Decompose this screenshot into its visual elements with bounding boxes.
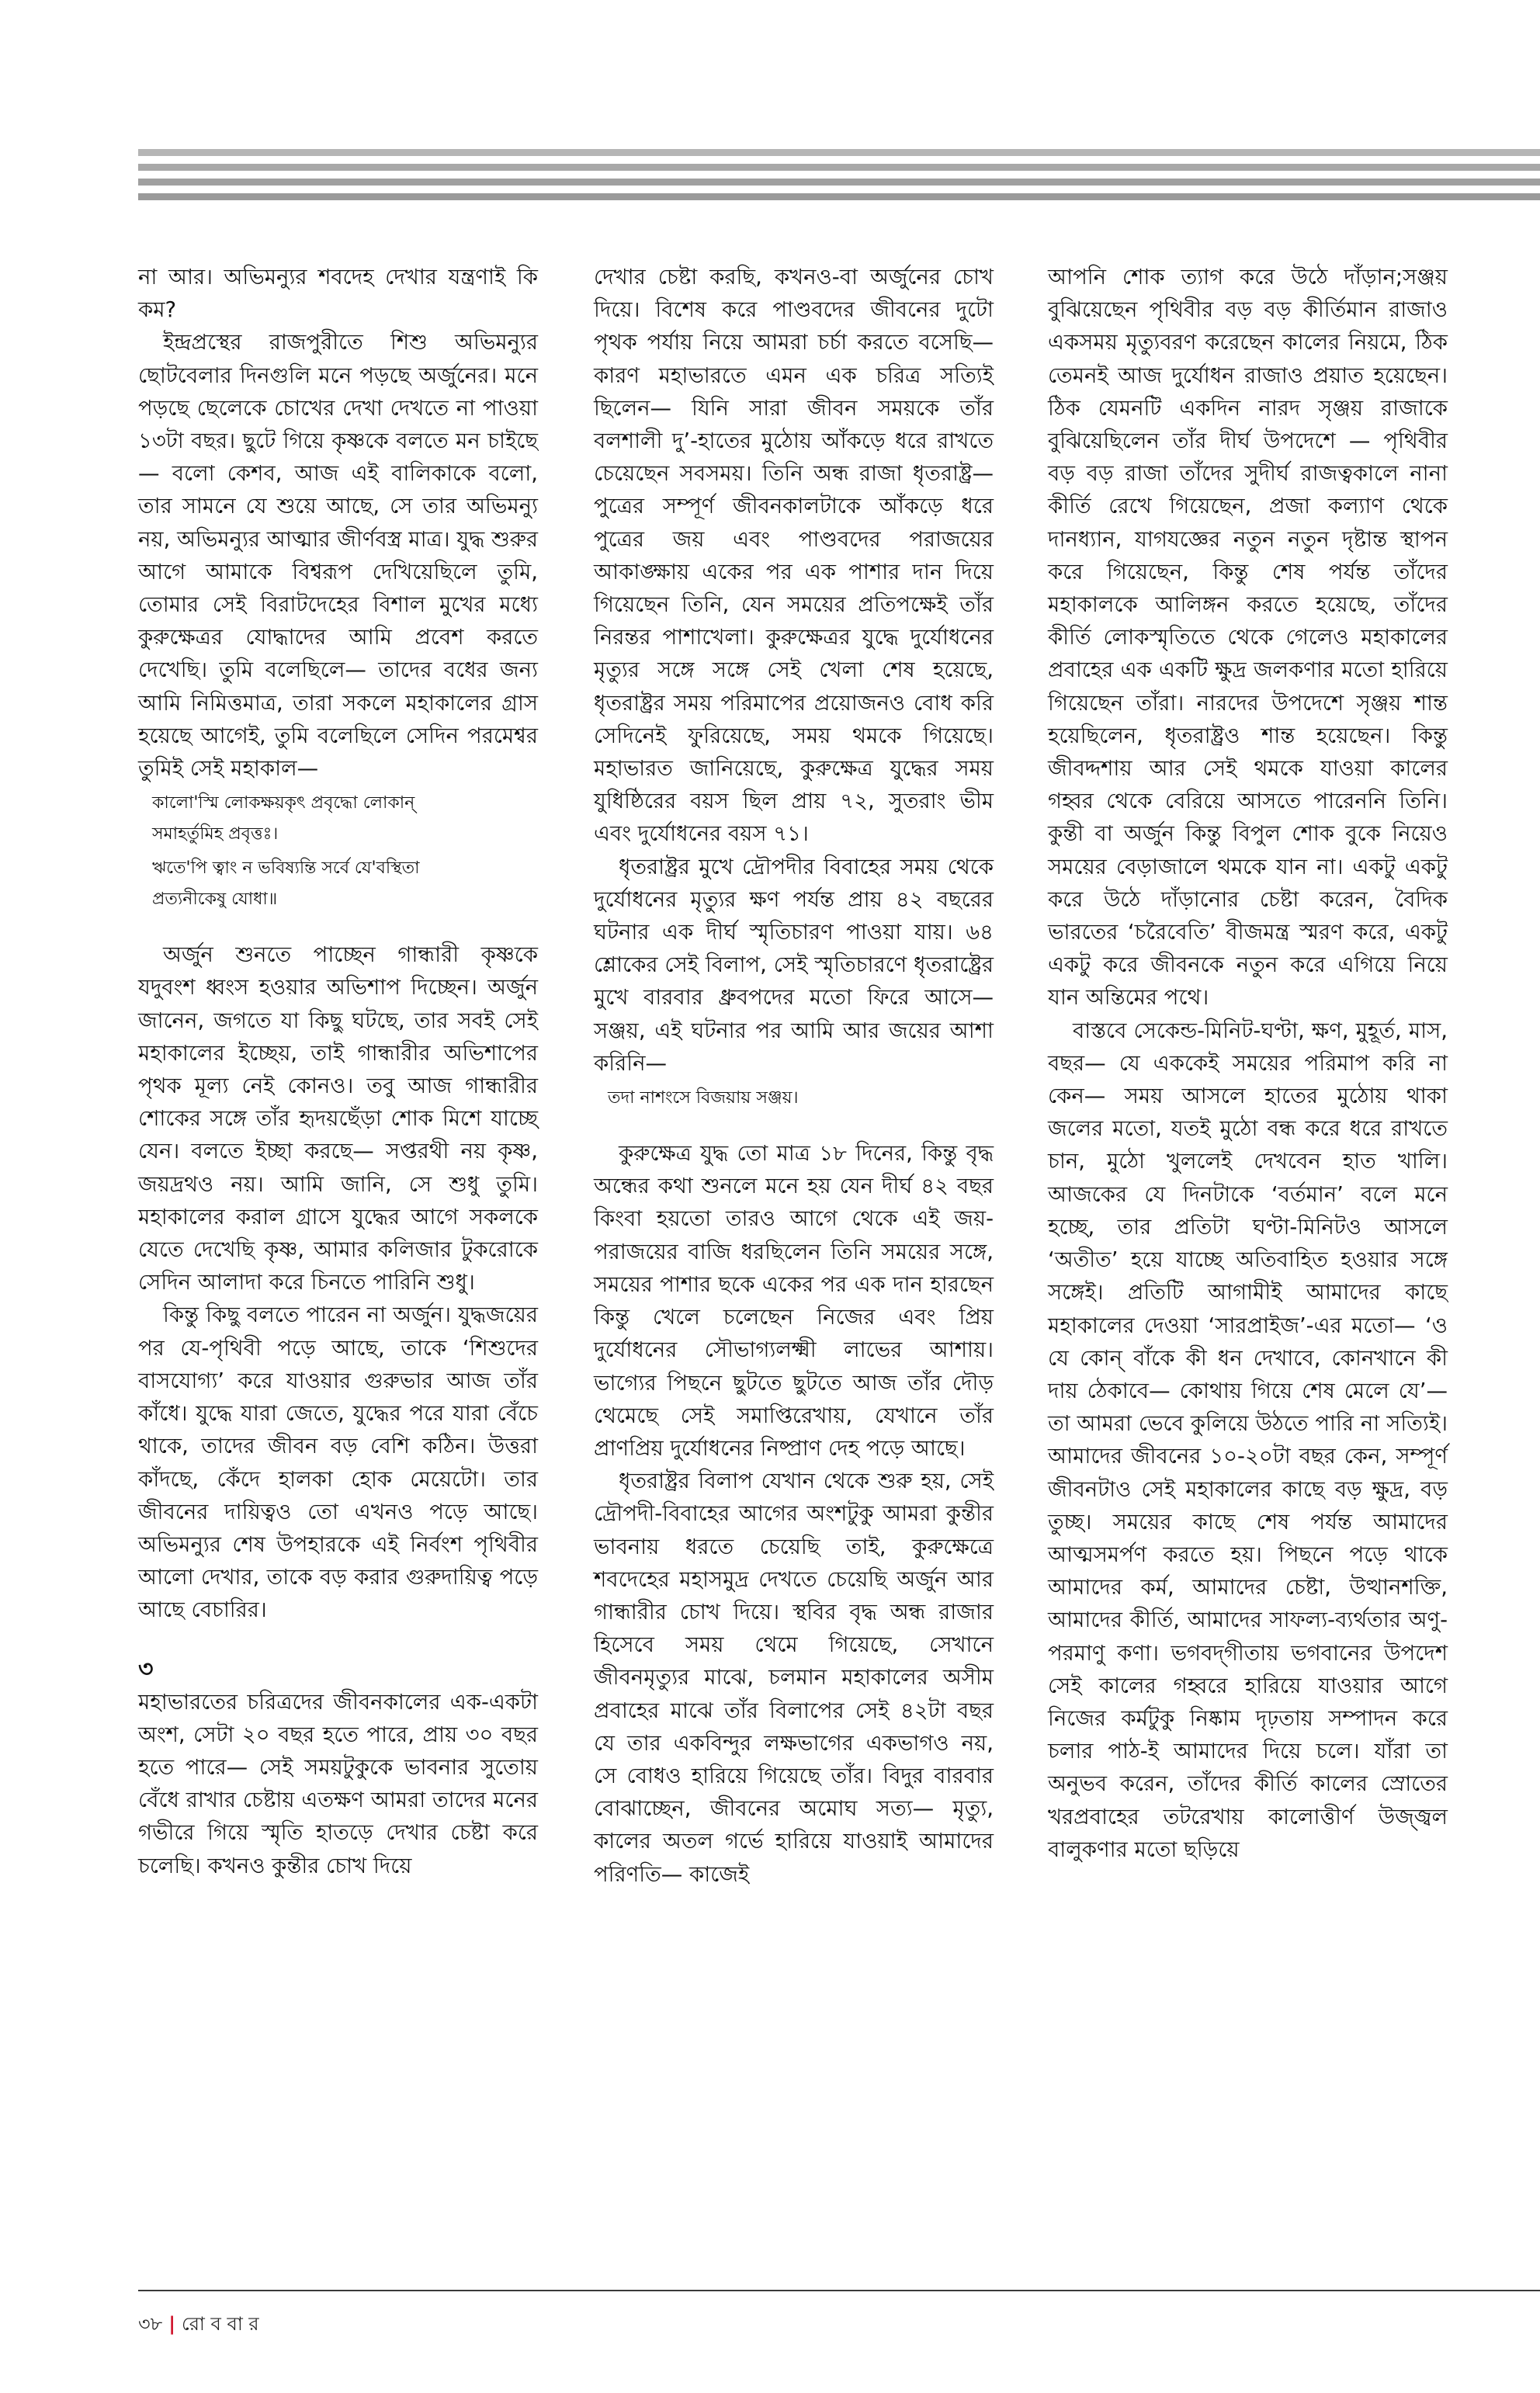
section-number: ৩ (138, 1655, 154, 1683)
header-decorative-bands (138, 149, 1540, 208)
article-column-3 (1048, 261, 1448, 1866)
paragraph: আপনি শোক ত্যাগ করে উঠে দাঁড়ান;সঞ্জয় বুঝিয়েছেন পৃথিবীর বড় বড় কীর্তিমান রাজাও একসময় মৃত্যুবরণ করেছেন কালের নিয়মে, ঠিক তেমনই আজ দুর্যোধন রাজাও প্রয়াত হয়েছেন। ঠিক যেমনটি একদিন নারদ সৃঞ্জয় রাজাকে বুঝিয়েছিলেন তাঁর দীর্ঘ উপদেশে — পৃথিবীর বড় বড় রাজা তাঁদের সুদীর্ঘ রাজত্বকালে নানা কীর্তি রেখে গিয়েছেন, প্রজা কল্যাণ থেকে দানধ্যান, যাগযজ্ঞের নতুন নতুন দৃষ্টান্ত স্থাপন করে গিয়েছেন, কিন্তু শেষ পর্যন্ত তাঁদের মহাকালকে আলিঙ্গন করতে হয়েছে, তাঁদের কীর্তি লোকস্মৃতিতে থেকে গেলেও মহাকালের প্রবাহের এক একটি ক্ষুদ্র জলকণার মতো হারিয়ে গিয়েছেন তাঁরা। নারদের উপদেশে সৃঞ্জয় শান্ত হয়েছিলেন, ধৃতরাষ্ট্রও শান্ত হয়েছেন। কিন্তু জীবদ্দশায় আর সেই থমকে যাওয়া কালের গহ্বর থেকে বেরিয়ে আসতে পারেননি তিনি। কুন্তী বা অর্জুন কিন্তু বিপুল শোক বুকে নিয়েও সময়ের বেড়াজালে থমকে যান না। একটু একটু করে উঠে দাঁড়ানোর চেষ্টা করেন, বৈদিক ভারতের ‘চরৈবেতি’ বীজমন্ত্র স্মরণ করে, একটু একটু করে জীবনকে নতুন করে এগিয়ে নিয়ে যান অন্তিমের পথে। (1048, 265, 1448, 1011)
paragraph: মহাভারতের চরিত্রদের জীবনকালের এক-একটা অংশ, সেটা ২০ বছর হতে পারে, প্রায় ৩০ বছর হতে পারে— সেই সময়টুকুকে ভাবনার সুতোয় বেঁধে রাখার চেষ্টায় এতক্ষণ আমরা তাদের মনের গভীরে গিয়ে স্মৃতি হাতড়ে দেখার চেষ্টা করে চলেছি। কখনও কুন্তীর চোখ দিয়ে (138, 1689, 538, 1878)
footer-rule (138, 2290, 1540, 2291)
paragraph: বাস্তবে সেকেন্ড-মিনিট-ঘণ্টা, ক্ষণ, মুহূর্ত, মাস, বছর— যে এককেই সময়ের পরিমাপ করি না কেন— সময় আসলে হাতের মুঠোয় থাকা জলের মতো, যতই মুঠো বন্ধ করে ধরে রাখতে চান, মুঠো খুললেই দেখবেন হাত খালি। আজকের যে দিনটাকে ‘বর্তমান’ বলে মনে হচ্ছে, তার প্রতিটা ঘণ্টা-মিনিটও আসলে ‘অতীত’ হয়ে যাচ্ছে অতিবাহিত হওয়ার সঙ্গে সঙ্গেই। প্রতিটি আগামীই আমাদের কাছে মহাকালের দেওয়া ‘সারপ্রাইজ’-এর মতো— ‘ও যে কোন্ বাঁকে কী ধন দেখাবে, কোনখানে কী দায় ঠেকাবে— কোথায় গিয়ে শেষ মেলে যে’— তা আমরা ভেবে কুলিয়ে উঠতে পারি না সত্যিই। আমাদের জীবনের ১০-২০টা বছর কেন, সম্পূর্ণ জীবনটাও সেই মহাকালের কাছে বড় ক্ষুদ্র, বড় তুচ্ছ। সময়ের কাছে শেষ পর্যন্ত আমাদের আত্মসমর্পণ করতে হয়। পিছনে পড়ে থাকে আমাদের কর্ম, আমাদের চেষ্টা, উত্থানশক্তি, আমাদের কীর্তি, আমাদের সাফল্য-ব্যর্থতার অণু-পরমাণু কণা। ভগবদ্‌গীতায় ভগবানের উপদেশ সেই কালের গহ্বরে হারিয়ে যাওয়ার আগে নিজের কর্মটুকু নিষ্কাম দৃঢ়তায় সম্পাদন করে চলার পাঠ-ই আমাদের দিয়ে চলে। যাঁরা তা অনুভব করেন, তাঁদের কীর্তি কালের স্রোতের খরপ্রবাহের তটরেখায় কালোত্তীর্ণ উজ্জ্বল বালুকণার মতো ছড়িয়ে (1048, 1018, 1448, 1862)
verse-line: তদা নাশংসে বিজয়ায় সঞ্জয়। (608, 1088, 799, 1108)
verse-line: কালো'স্মি লোকক্ষয়কৃৎ প্রবৃদ্ধো লোকান্ (152, 793, 415, 813)
article-column-2 (594, 261, 994, 1891)
header-band (138, 193, 1540, 200)
magazine-name: রো ব বা র (181, 2313, 259, 2335)
paragraph: অর্জুন শুনতে পাচ্ছেন গান্ধারী কৃষ্ণকে যদুবংশ ধ্বংস হওয়ার অভিশাপ দিচ্ছেন। অর্জুন জানেন, জগতে যা কিছু ঘটছে, তার সবই সেই মহাকালের ইচ্ছেয়, তাই গান্ধারীর অভিশাপের পৃথক মূল্য নেই কোনও। তবু আজ গান্ধারীর শোকের সঙ্গে তাঁর হৃদয়ছেঁড়া শোক মিশে যাচ্ছে যেন। বলতে ইচ্ছা করছে— সপ্তরথী নয় কৃষ্ণ, জয়দ্রথও নয়। আমি জানি, সে শুধু তুমি। মহাকালের করাল গ্রাসে যুদ্ধের আগে সকলকে যেতে দেখেছি কৃষ্ণ, আমার কলিজার টুকরোকে সেদিন আলাদা করে চিনতে পারিনি শুধু। (138, 942, 538, 1295)
header-band (138, 149, 1540, 156)
verse-line: সমাহর্তুমিহ প্রবৃত্তঃ। (152, 824, 279, 844)
page-number: ৩৮ (138, 2313, 163, 2335)
paragraph: কুরুক্ষেত্র যুদ্ধ তো মাত্র ১৮ দিনের, কিন্তু বৃদ্ধ অন্ধের কথা শুনলে মনে হয় যেন দীর্ঘ ৪২ বছর কিংবা হয়তো তারও আগে থেকে এই জয়-পরাজয়ের বাজি ধরছিলেন তিনি সময়ের সঙ্গে, সময়ের পাশার ছকে একের পর এক দান হারছেন কিন্তু খেলে চলেছেন নিজের এবং প্রিয় দুর্যোধনের সৌভাগ্যলক্ষ্মী লাভের আশায়। ভাগ্যের পিছনে ছুটতে ছুটতে আজ তাঁর দৌড় থেমেছে সেই সমাপ্তিরেখায়, যেখানে তাঁর প্রাণপ্রিয় দুর্যোধনের নিষ্প্রাণ দেহ পড়ে আছে। (594, 1141, 994, 1461)
paragraph: কিন্তু কিছু বলতে পারেন না অর্জুন। যুদ্ধজয়ের পর যে-পৃথিবী পড়ে আছে, তাকে ‘শিশুদের বাসযোগ্য’ করে যাওয়ার গুরুভার আজ তাঁর কাঁধে। যুদ্ধে যারা জেতে, যুদ্ধের পরে যারা বেঁচে থাকে, তাদের জীবন বড় বেশি কঠিন। উত্তরা কাঁদছে, কেঁদে হালকা হোক মেয়েটো। তার জীবনের দায়িত্বও তো এখনও পড়ে আছে। অভিমন্যুর শেষ উপহারকে এই নির্বংশ পৃথিবীর আলো দেখার, তাকে বড় করার গুরুদায়িত্ব পড়ে আছে বেচারির। (138, 1302, 538, 1623)
paragraph: ধৃতরাষ্ট্রর বিলাপ যেখান থেকে শুরু হয়, সেই দ্রৌপদী-বিবাহের আগের অংশটুকু আমরা কুন্তীর ভাবনায় ধরতে চেয়েছি তাই, কুরুক্ষেত্রে শবদেহের মহাসমুদ্র দেখতে চেয়েছি অর্জুন আর গান্ধারীর চোখ দিয়ে। স্থবির বৃদ্ধ অন্ধ রাজার হিসেবে সময় থেমে গিয়েছে, সেখানে জীবনমৃত্যুর মাঝে, চলমান মহাকালের অসীম প্রবাহের মাঝে তাঁর বিলাপের সেই ৪২টা বছর যে তার একবিন্দুর লক্ষভাগের একভাগও নয়, সে বোধও হারিয়ে গিয়েছে তাঁর। বিদুর বারবার বোঝাচ্ছেন, জীবনের অমোঘ সত্য— মৃত্যু, কালের অতল গর্ভে হারিয়ে যাওয়াই আমাদের পরিণতি— কাজেই (594, 1469, 994, 1887)
sanskrit-verse (608, 1083, 994, 1114)
page-footer (138, 2311, 259, 2336)
paragraph: ধৃতরাষ্ট্রর মুখে দ্রৌপদীর বিবাহের সময় থেকে দুর্যোধনের মৃত্যুর ক্ষণ পর্যন্ত প্রায় ৪২ বছরের ঘটনার এক দীর্ঘ স্মৃতিচারণ পাওয়া যায়। ৬৪ শ্লোকের সেই বিলাপ, সেই স্মৃতিচারণে ধৃতরাষ্ট্রের মুখে বারবার ধ্রুবপদের মতো ফিরে আসে— সঞ্জয়, এই ঘটনার পর আমি আর জয়ের আশা করিনি— (594, 854, 994, 1076)
verse-line: ঋতে'পি ত্বাং ন ভবিষ্যন্তি সর্বে যে'বস্থিতা (152, 858, 420, 879)
footer-separator: | (168, 2313, 175, 2335)
verse-line: প্রত্যনীকেষু যোধা॥ (152, 890, 278, 910)
paragraph: ইন্দ্রপ্রস্থের রাজপুরীতে শিশু অভিমন্যুর ছোটবেলার দিনগুলি মনে পড়ছে অর্জুনের। মনে পড়ছে ছেলেকে চোখের দেখা দেখতে না পাওয়া ১৩টা বছর। ছুটে গিয়ে কৃষ্ণকে বলতে মন চাইছে— বলো কেশব, আজ এই বালিকাকে বলো, তার সামনে যে শুয়ে আছে, সে তার অভিমন্যু নয়, অভিমন্যুর আত্মার জীর্ণবস্ত্র মাত্র। যুদ্ধ শুরুর আগে আমাকে বিশ্বরূপ দেখিয়েছিলে তুমি, তোমার সেই বিরাটদেহের বিশাল মুখের মধ্যে কুরুক্ষেত্রর যোদ্ধাদের আমি প্রবেশ করতে দেখেছি। তুমি বলেছিলে— তাদের বধের জন্য আমি নিমিত্তমাত্র, তারা সকলে মহাকালের গ্রাস হয়েছে আগেই, তুমি বলেছিলে সেদিন পরমেশ্বর তুমিই সেই মহাকাল— (138, 330, 538, 782)
paragraph: না আর। অভিমন্যুর শবদেহ দেখার যন্ত্রণাই কি কম? (138, 265, 538, 323)
article-column-1 (138, 261, 538, 1882)
header-band (138, 164, 1540, 171)
paragraph: দেখার চেষ্টা করছি, কখনও-বা অর্জুনের চোখ দিয়ে। বিশেষ করে পাণ্ডবদের জীবনের দুটো পৃথক পর্যায় নিয়ে আমরা চর্চা করতে বসেছি— কারণ মহাভারতে এমন এক চরিত্র সত্যিই ছিলেন— যিনি সারা জীবন সময়কে তাঁর বলশালী দু’-হাতের মুঠোয় আঁকড়ে ধরে রাখতে চেয়েছেন সবসময়। তিনি অন্ধ রাজা ধৃতরাষ্ট্র— পুত্রের সম্পূর্ণ জীবনকালটাকে আঁকড়ে ধরে পুত্রের জয় এবং পাণ্ডবদের পরাজয়ের আকাঙ্ক্ষায় একের পর এক পাশার দান দিয়ে গিয়েছেন তিনি, যেন সময়ের প্রতিপক্ষেই তাঁর নিরন্তর পাশাখেলা। কুরুক্ষেত্রর যুদ্ধে দুর্যোধনের মৃত্যুর সঙ্গে সঙ্গে সেই খেলা শেষ হয়েছে, ধৃতরাষ্ট্রর সময় পরিমাপের প্রয়োজনও বোধ করি সেদিনেই ফুরিয়েছে, সময় থমকে গিয়েছে। মহাভারত জানিয়েছে, কুরুক্ষেত্র যুদ্ধের সময় যুধিষ্ঠিরের বয়স ছিল প্রায় ৭২, সুতরাং ভীম এবং দুর্যোধনের বয়স ৭১। (594, 265, 994, 847)
header-band (138, 179, 1540, 186)
sanskrit-verse (152, 788, 538, 915)
